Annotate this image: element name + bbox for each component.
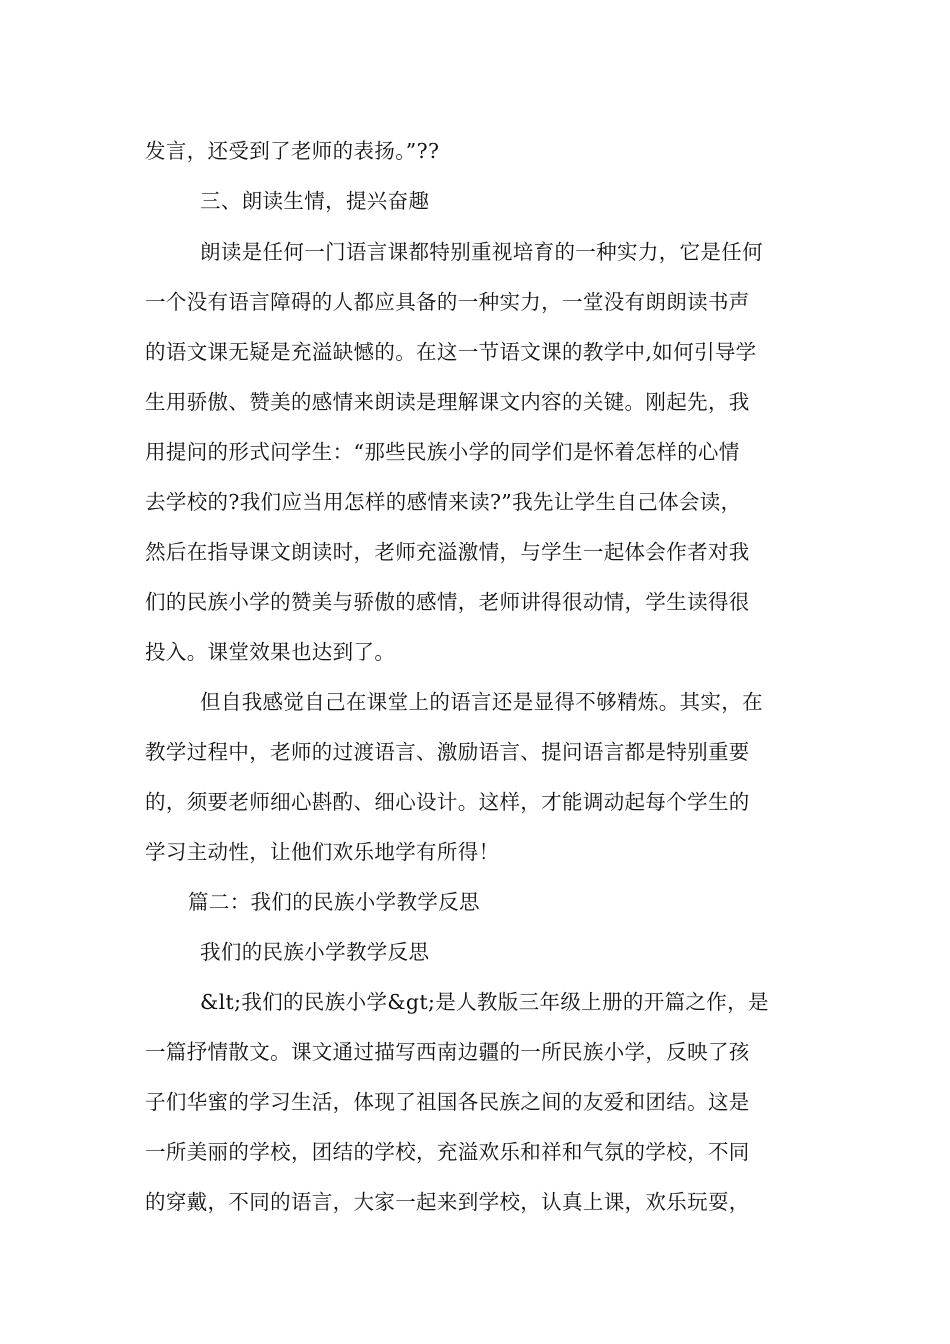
section-heading: 篇二：我们的民族小学教学反思 bbox=[188, 890, 480, 914]
text-line: 用提问的形式问学生：“那些民族小学的同学们是怀着怎样的心情 bbox=[145, 440, 740, 464]
text-line: 的穿戴，不同的语言，大家一起来到学校，认真上课，欢乐玩耍， bbox=[145, 1190, 750, 1214]
text-line: 朗读是任何一门语言课都特别重视培育的一种实力，它是任何 bbox=[200, 240, 763, 264]
text-line: 生用骄傲、赞美的感情来朗读是理解课文内容的关键。刚起先，我 bbox=[145, 390, 750, 414]
text-line: 然后在指导课文朗读时，老师充溢激情，与学生一起体会作者对我 bbox=[145, 540, 750, 564]
text-line: 一所美丽的学校，团结的学校，充溢欢乐和祥和气氛的学校，不同 bbox=[145, 1140, 750, 1164]
article-title: 我们的民族小学教学反思 bbox=[200, 940, 430, 964]
text-line: 们的民族小学的赞美与骄傲的感情，老师讲得很动情，学生读得很 bbox=[145, 590, 750, 614]
text-line: 学习主动性，让他们欢乐地学有所得！ bbox=[145, 840, 500, 864]
text-line: 的语文课无疑是充溢缺憾的。在这一节语文课的教学中,如何引导学 bbox=[145, 340, 757, 364]
text-line: 但自我感觉自己在课堂上的语言还是显得不够精炼。其实，在 bbox=[200, 690, 763, 714]
text-line: 发言，还受到了老师的表扬。”?? bbox=[145, 139, 440, 163]
text-line: 的，须要老师细心斟酌、细心设计。这样，才能调动起每个学生的 bbox=[145, 790, 750, 814]
text-line: 子们华蜜的学习生活，体现了祖国各民族之间的友爱和团结。这是 bbox=[145, 1090, 750, 1114]
section-heading: 三、朗读生情，提兴奋趣 bbox=[200, 189, 430, 213]
text-line: &lt;我们的民族小学&gt;是人教版三年级上册的开篇之作，是 bbox=[200, 990, 769, 1014]
text-line: 投入。课堂效果也达到了。 bbox=[145, 640, 396, 664]
text-line: 去学校的?我们应当用怎样的感情来读?”我先让学生自己体会读， bbox=[145, 490, 742, 514]
text-line: 一个没有语言障碍的人都应具备的一种实力，一堂没有朗朗读书声 bbox=[145, 290, 750, 314]
text-line: 一篇抒情散文。课文通过描写西南边疆的一所民族小学，反映了孩 bbox=[145, 1040, 750, 1064]
text-line: 教学过程中，老师的过渡语言、激励语言、提问语言都是特别重要 bbox=[145, 740, 750, 764]
